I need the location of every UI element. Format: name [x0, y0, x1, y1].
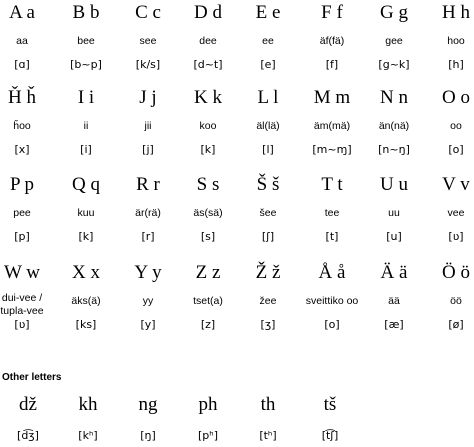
- letter-glyph: X x: [72, 262, 100, 283]
- ipa-transcription: [u]: [386, 230, 402, 243]
- letter-glyph: Ž ž: [255, 262, 281, 283]
- letter-name: bee: [77, 35, 95, 47]
- letter-glyph: O o: [442, 87, 470, 108]
- letter-name: ää: [388, 295, 400, 307]
- letter-glyph: N n: [380, 87, 408, 108]
- letter-name: koo: [199, 120, 217, 132]
- ipa-transcription: [l]: [262, 143, 274, 156]
- letter-name: hoo: [447, 35, 465, 47]
- ipa-transcription: [m~ɱ]: [312, 143, 352, 156]
- letter-name: dee: [199, 35, 217, 47]
- ipa-transcription: [b~p]: [70, 58, 102, 71]
- ipa-transcription: [g~k]: [378, 58, 410, 71]
- ipa-transcription: [tʰ]: [259, 429, 277, 442]
- ipa-transcription: [r]: [141, 230, 155, 243]
- letter-glyph: V v: [442, 174, 470, 195]
- letter-name: äl(lä): [256, 120, 280, 132]
- letter-glyph: J j: [139, 87, 157, 108]
- letter-glyph: M m: [313, 87, 351, 108]
- ipa-transcription: [k]: [78, 230, 94, 243]
- letter-name: ȟoo: [13, 120, 31, 132]
- ipa-transcription: [d~t]: [193, 58, 223, 71]
- ipa-transcription: [z]: [200, 318, 216, 331]
- ipa-transcription: [h]: [448, 58, 464, 71]
- letter-name: äf(fä): [319, 35, 345, 47]
- ipa-transcription: [t͡ʃ]: [321, 429, 339, 442]
- ipa-transcription: [d͡ʒ]: [17, 429, 39, 442]
- digraph-glyph: dž: [19, 394, 37, 415]
- ipa-transcription: [ks]: [75, 318, 97, 331]
- ipa-transcription: [ʋ]: [14, 318, 30, 331]
- letter-name: žee: [259, 295, 277, 307]
- letter-glyph: Ȟ ȟ: [8, 87, 36, 108]
- letter-glyph: A a: [9, 2, 35, 23]
- letter-glyph: Y y: [134, 262, 162, 283]
- ipa-transcription: [kʰ]: [78, 429, 98, 442]
- letter-name: är(rä): [135, 207, 161, 219]
- letter-glyph: L l: [257, 87, 279, 108]
- letter-name: tset(a): [193, 295, 223, 307]
- letter-name: öö: [450, 295, 462, 307]
- ipa-transcription: [o]: [324, 318, 340, 331]
- letter-glyph: B b: [72, 2, 100, 23]
- ipa-transcription: [k]: [200, 143, 216, 156]
- letter-name: äm(mä): [313, 120, 351, 132]
- letter-name: uu: [388, 207, 400, 219]
- digraph-glyph: ng: [138, 394, 158, 415]
- ipa-transcription: [s]: [200, 230, 216, 243]
- letter-glyph: H h: [442, 2, 470, 23]
- letter-name: oo: [450, 120, 462, 132]
- letter-glyph: Å å: [318, 262, 346, 283]
- digraph-glyph: ph: [198, 394, 218, 415]
- letter-name: ii: [83, 120, 89, 132]
- letter-name: än(nä): [378, 120, 410, 132]
- ipa-transcription: [ʒ]: [260, 318, 276, 331]
- ipa-transcription: [y]: [140, 318, 156, 331]
- ipa-transcription: [t]: [325, 230, 339, 243]
- ipa-transcription: [k/s]: [135, 58, 161, 71]
- letter-glyph: W w: [3, 262, 41, 283]
- ipa-transcription: [o]: [448, 143, 464, 156]
- letter-name: aa: [16, 35, 28, 47]
- letter-glyph: Z z: [195, 262, 221, 283]
- letter-glyph: Q q: [72, 174, 100, 195]
- digraph-glyph: th: [260, 394, 276, 415]
- letter-name: kuu: [77, 207, 95, 219]
- ipa-transcription: [pʰ]: [197, 429, 218, 442]
- ipa-transcription: [ʃ]: [261, 230, 275, 243]
- letter-glyph: I i: [77, 87, 95, 108]
- ipa-transcription: [j]: [142, 143, 154, 156]
- letter-glyph: C c: [135, 2, 161, 23]
- letter-glyph: F f: [321, 2, 343, 23]
- letter-glyph: K k: [194, 87, 222, 108]
- letter-glyph: S s: [196, 174, 220, 195]
- letter-name: ee: [262, 35, 274, 47]
- letter-name: jii: [144, 120, 152, 132]
- ipa-transcription: [e]: [260, 58, 276, 71]
- letter-glyph: Š š: [256, 174, 280, 195]
- letter-name: äs(sä): [193, 207, 223, 219]
- ipa-transcription: [i]: [80, 143, 92, 156]
- ipa-transcription: [ø]: [448, 318, 464, 331]
- letter-name: sveittiko oo: [305, 295, 359, 307]
- letter-glyph: P p: [9, 174, 35, 195]
- letter-name: see: [139, 35, 157, 47]
- letter-glyph: R r: [136, 174, 160, 195]
- letter-glyph: Ö ö: [442, 262, 470, 283]
- digraph-glyph: kh: [78, 394, 98, 415]
- ipa-transcription: [n~ŋ]: [378, 143, 410, 156]
- ipa-transcription: [f]: [325, 58, 339, 71]
- ipa-transcription: [ʋ]: [448, 230, 464, 243]
- letter-name: šee: [259, 207, 277, 219]
- ipa-transcription: [ŋ]: [140, 429, 156, 442]
- letter-name: dui-vee / tupla-vee: [0, 292, 44, 317]
- letter-name: tee: [324, 207, 340, 219]
- letter-glyph: U u: [380, 174, 408, 195]
- ipa-transcription: [p]: [14, 230, 30, 243]
- ipa-transcription: [æ]: [384, 318, 404, 331]
- other-letters-heading: Other letters: [2, 372, 62, 383]
- letter-name: äks(ä): [71, 295, 101, 307]
- letter-glyph: D d: [194, 2, 222, 23]
- letter-glyph: Ä ä: [380, 262, 408, 283]
- letter-name: pee: [13, 207, 31, 219]
- letter-name: gee: [385, 35, 403, 47]
- letter-name: yy: [142, 295, 154, 307]
- ipa-transcription: [x]: [14, 143, 30, 156]
- ipa-transcription: [ɑ]: [14, 58, 30, 71]
- letter-glyph: E e: [255, 2, 281, 23]
- letter-glyph: T t: [321, 174, 343, 195]
- letter-glyph: G g: [380, 2, 408, 23]
- digraph-glyph: tš: [323, 394, 337, 415]
- letter-name: vee: [447, 207, 465, 219]
